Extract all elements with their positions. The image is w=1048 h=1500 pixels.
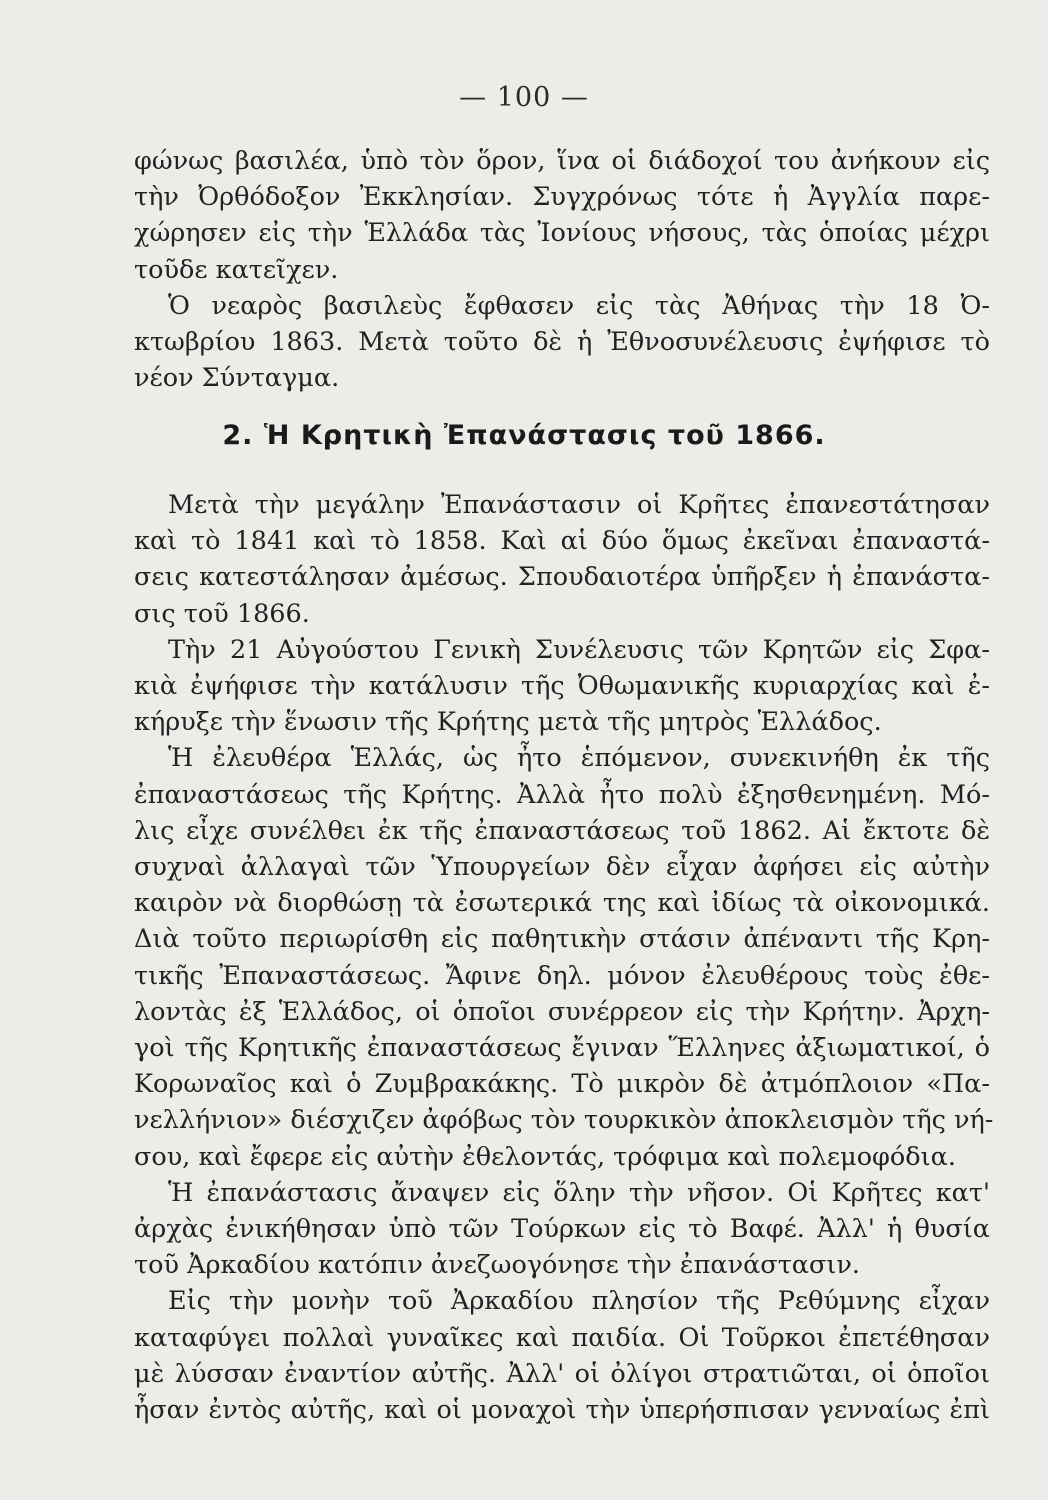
- section-heading: 2. Ἡ Κρητικὴ Ἐπανάστασις τοῦ 1866.: [222, 420, 826, 451]
- text-line: καὶ τὸ 1841 καὶ τὸ 1858. Καὶ αἱ δύο ὅμως ἐκεῖναι ἐπαναστά-: [134, 526, 990, 557]
- text-line: νέον Σύνταγμα.: [134, 363, 340, 394]
- page-number: — 100 —: [459, 82, 589, 113]
- text-line: σου, καὶ ἔφερε εἰς αὐτὴν ἐθελοντάς, τρόφιμα καὶ πολεμοφόδια.: [134, 1141, 956, 1172]
- text-line: σις τοῦ 1866.: [134, 598, 310, 629]
- text-line: γοὶ τῆς Κρητικῆς ἐπαναστάσεως ἔγιναν Ἕλληνες ἀξιωματικοί, ὁ: [134, 1033, 990, 1064]
- text-line: κήρυξε τὴν ἕνωσιν τῆς Κρήτης μετὰ τῆς μητρὸς Ἑλλάδος.: [134, 707, 882, 738]
- text-line: Τὴν 21 Αὐγούστου Γενικὴ Συνέλευσις τῶν Κρητῶν εἰς Σφα-: [168, 634, 990, 665]
- text-line: κιὰ ἐψήφισε τὴν κατάλυσιν τῆς Ὀθωμανικῆς κυριαρχίας καὶ ἐ-: [134, 671, 990, 702]
- text-line: Κορωναῖος καὶ ὁ Ζυμβρακάκης. Τὸ μικρὸν δὲ ἀτμόπλοιον «Πα-: [134, 1069, 990, 1100]
- text-line: συχναὶ ἀλλαγαὶ τῶν Ὑπουργείων δὲν εἶχαν ἀφήσει εἰς αὐτὴν: [134, 852, 990, 883]
- text-line: τὴν Ὀρθόδοξον Ἐκκλησίαν. Συγχρόνως τότε ἡ Ἀγγλία παρε-: [134, 182, 990, 213]
- paragraph-block-top: [134, 143, 990, 396]
- text-line: Ἡ ἐπανάστασις ἄναψεν εἰς ὅλην τὴν νῆσον. Οἱ Κρῆτες κατ': [168, 1177, 990, 1208]
- text-line: ἦσαν ἐντὸς αὐτῆς, καὶ οἱ μοναχοὶ τὴν ὑπερήσπισαν γενναίως ἐπὶ: [134, 1395, 990, 1426]
- text-line: Εἰς τὴν μονὴν τοῦ Ἀρκαδίου πλησίον τῆς Ρεθύμνης εἶχαν: [168, 1286, 990, 1317]
- text-line: χώρησεν εἰς τὴν Ἑλλάδα τὰς Ἰονίους νήσους, τὰς ὁποίας μέχρι: [134, 218, 990, 249]
- text-line: τικῆς Ἐπαναστάσεως. Ἄφινε δηλ. μόνον ἐλευθέρους τοὺς ἐθε-: [134, 960, 990, 991]
- text-line: τοῦδε κατεῖχεν.: [134, 254, 339, 285]
- text-line: νελλήνιον» διέσχιζεν ἀφόβως τὸν τουρκικὸν ἀποκλεισμὸν τῆς νή-: [134, 1105, 994, 1136]
- text-line: τοῦ Ἀρκαδίου κατόπιν ἀνεζωογόνησε τὴν ἐπανάστασιν.: [134, 1250, 861, 1281]
- text-line: Διὰ τοῦτο περιωρίσθη εἰς παθητικὴν στάσιν ἀπέναντι τῆς Κρη-: [134, 924, 990, 955]
- text-line: Ὁ νεαρὸς βασιλεὺς ἔφθασεν εἰς τὰς Ἀθήνας τὴν 18 Ὀ-: [168, 290, 990, 321]
- text-line: ἐπαναστάσεως τῆς Κρήτης. Ἀλλὰ ἦτο πολὺ ἐξησθενημένη. Μό-: [134, 779, 990, 810]
- text-line: μὲ λύσσαν ἐναντίον αὐτῆς. Ἀλλ' οἱ ὀλίγοι στρατιῶται, οἱ ὁποῖοι: [134, 1358, 990, 1389]
- text-line: σεις κατεστάλησαν ἀμέσως. Σπουδαιοτέρα ὑπῆρξεν ἡ ἐπανάστα-: [134, 562, 990, 593]
- text-line: Ἡ ἐλευθέρα Ἑλλάς, ὡς ἦτο ἑπόμενον, συνεκινήθη ἐκ τῆς: [168, 743, 990, 774]
- text-line: λοντὰς ἐξ Ἑλλάδος, οἱ ὁποῖοι συνέρρεον εἰς τὴν Κρήτην. Ἀρχη-: [134, 996, 990, 1027]
- text-line: καιρὸν νὰ διορθώσῃ τὰ ἐσωτερικά της καὶ ἰδίως τὰ οἰκονομικά.: [134, 888, 990, 919]
- text-line: κτωβρίου 1863. Μετὰ τοῦτο δὲ ἡ Ἐθνοσυνέλευσις ἐψήφισε τὸ: [134, 327, 990, 358]
- text-line: Μετὰ τὴν μεγάλην Ἐπανάστασιν οἱ Κρῆτες ἐπανεστάτησαν: [168, 490, 990, 520]
- text-line: φώνως βασιλέα, ὑπὸ τὸν ὅρον, ἵνα οἱ διάδοχοί του ἀνήκουν εἰς: [134, 146, 990, 176]
- text-line: ἀρχὰς ἐνικήθησαν ὑπὸ τῶν Τούρκων εἰς τὸ Βαφέ. Ἀλλ' ἡ θυσία: [134, 1214, 990, 1245]
- text-line: καταφύγει πολλαὶ γυναῖκες καὶ παιδία. Οἱ Τοῦρκοι ἐπετέθησαν: [134, 1322, 990, 1353]
- paragraph-block-main: [134, 487, 994, 1428]
- text-line: λις εἶχε συνέλθει ἐκ τῆς ἐπαναστάσεως τοῦ 1862. Αἱ ἔκτοτε δὲ: [134, 815, 990, 846]
